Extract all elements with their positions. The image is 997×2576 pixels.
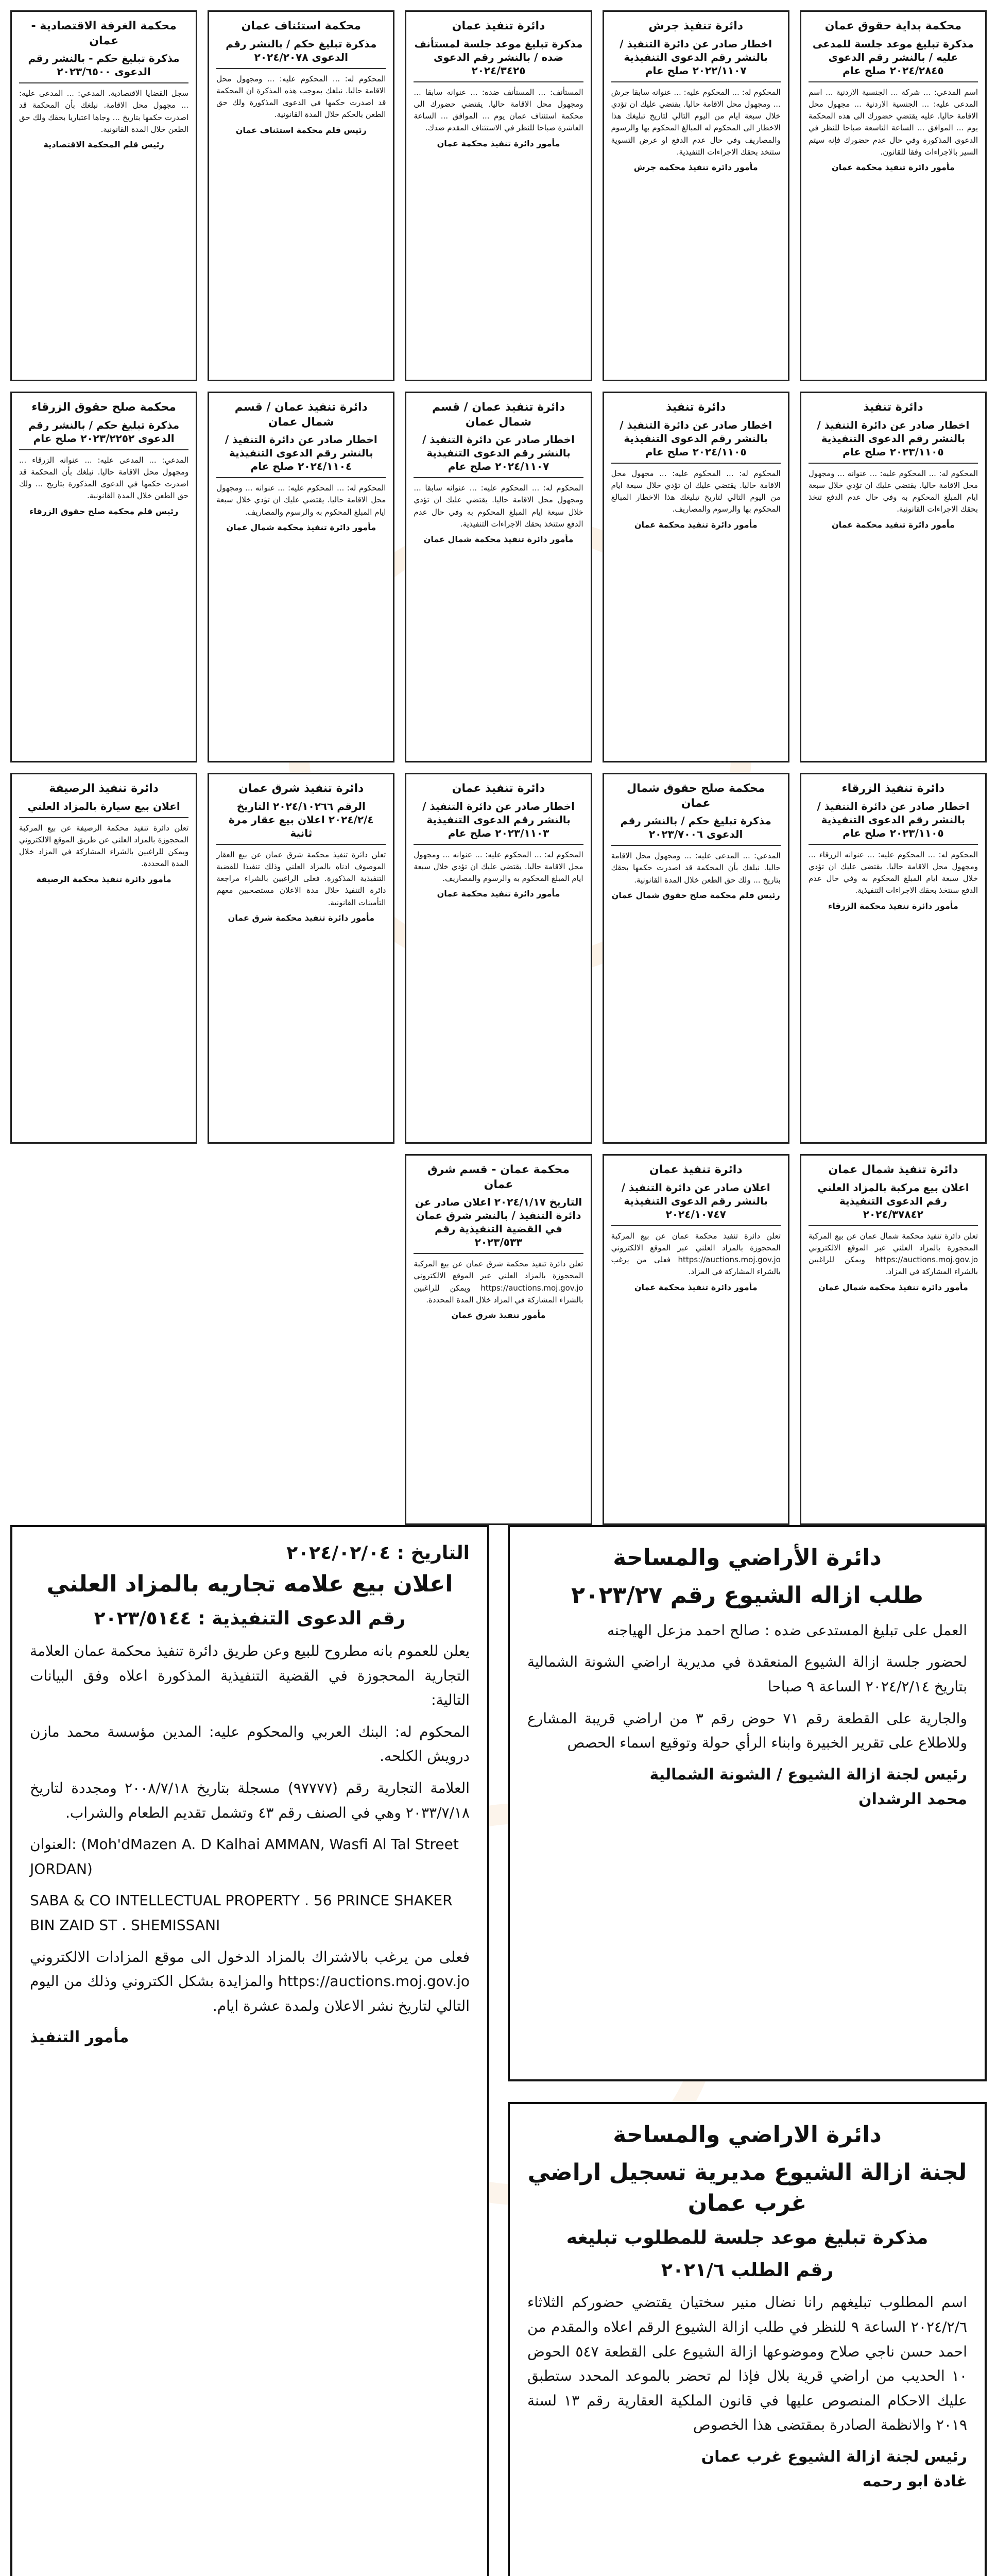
divider: [414, 477, 583, 478]
notice-signature: مأمور دائرة تنفيذ محكمة شمال عمان: [423, 534, 574, 545]
notice-paragraph: يعلن للعموم بانه مطروح للبيع وعن طريق دائرة تنفيذ محكمة عمان العلامة التجارية المحجوزة في القضية التنفيذية المذكورة اعلاه وفق البيانات التالية:: [30, 1642, 470, 1709]
divider: [19, 817, 188, 818]
notice-subtitle: مذكرة تبليغ حكم - بالنشر رقم الدعوى ٢٠٢٣/٦٥٠٠: [28, 52, 180, 78]
divider: [19, 82, 188, 83]
notice-title: دائرة تنفيذ جرش: [648, 20, 744, 32]
notice-card: [10, 773, 197, 1144]
notice-body: اسم المدعي: ... شركة ... الجنسية الاردنية ... اسم المدعى عليه: ... الجنسية الاردنية ... مجهول محل الاقامة حاليا. عليه يقتضي حضورك الى هذه المحكمة يوم ... الموافق ... الساعة التاسعة صباحا للنظر في الدعوى المذكورة وفي حال عدم حضورك فإنه سيتم السير بالاجراءات وفقا للقانون.: [808, 87, 978, 157]
notice-title: دائرة تنفيذ: [863, 401, 923, 414]
notice-card: [603, 773, 789, 1144]
divider: [414, 81, 583, 82]
notice-signature: رئيس قلم محكمة صلح حقوق الزرقاء: [29, 506, 179, 516]
divider: [809, 81, 978, 82]
notice-body: المحكوم له: ... المحكوم عليه: ... عنوانه ... ومجهول محل الاقامة حاليا. يقتضي عليك ان تؤدي خلال سبعة ايام المبلغ المحكوم به والرسوم والمصاريف.: [414, 850, 583, 884]
notice-signature: مأمور دائرة تنفيذ محكمة شمال عمان: [226, 522, 376, 532]
notice-title: دائرة تنفيذ عمان / قسم شمال عمان: [234, 401, 368, 429]
notice-subtitle: اخطار صادر عن دائرة التنفيذ / بالنشر رقم الدعوى التنفيذية ٢٠٢٤/١١٠٥ صلح عام: [620, 418, 772, 458]
notice-subtitle: لجنة ازالة الشيوع مديرية تسجيل اراضي غرب عمان: [527, 2159, 967, 2216]
notice-card: [800, 773, 987, 1144]
notice-subtitle: اعلان صادر عن دائرة التنفيذ / بالنشر رقم الدعوى التنفيذية ٢٠٢٤/١٠٧٤٧: [621, 1181, 770, 1221]
divider: [216, 844, 386, 845]
notice-card: [405, 392, 592, 762]
notice-signature: مأمور دائرة تنفيذ محكمة عمان: [634, 1282, 758, 1292]
notice-card: [405, 1154, 592, 1525]
divider: [809, 1225, 978, 1226]
notice-card: [405, 10, 592, 381]
notice-signature: مأمور دائرة تنفيذ محكمة الرصيفة: [36, 874, 171, 884]
notice-body: المحكوم له: ... المحكوم عليه: ... عنوانه سابقا جرش ... ومجهول محل الاقامة حاليا. يقتضي عليك ان تؤدي خلال سبعة ايام من اليوم التالي لتاريخ تبليغك هذا الاخطار الى المحكوم له المبالغ المحكوم بها والرسوم والمصاريف وفي حال عدم الدفع او عرض التسوية ستتخذ بحقك الاجراءات التنفيذية.: [611, 87, 781, 157]
notice-paragraph: فعلى من يرغب بالاشتراك بالمزاد الدخول الى موقع المزادات الالكتروني https://auctions.moj.gov.jo والمزايدة بشكل الكتروني وذلك من اليوم التالي لتاريخ نشر الاعلان ولمدة عشرة ايام.: [30, 1948, 470, 2014]
notice-subtitle: مذكرة تبليغ حكم / بالنشر رقم الدعوى ٢٠٢٣/٢٢٥٢ صلح عام: [28, 418, 180, 445]
notice-subtitle: اخطار صادر عن دائرة التنفيذ / بالنشر رقم الدعوى التنفيذية ٢٠٢٣/١١٠٥ صلح عام: [817, 418, 970, 458]
notice-card: [603, 392, 789, 762]
notices-grid: [10, 10, 987, 1525]
notice-paragraph: اسم المطلوب تبليغهم رانا نضال منير سختيان يقتضي حضوركم الثلاثاء ٢٠٢٤/٢/٦ الساعة ٩ للنظر في طلب ازالة الشيوع الرقم اعلاه والمقدم من احمد حسن ناجي صلاح وموضوعها ازالة الشيوع على القطعة ٥٤٧ الحوض ١٠ الحديب من اراضي قرية بلال فإذا لم تحضر بالموعد المحدد ستطبق عليك الاحكام المنصوص عليها في قانون الملكية العقارية رقم ١٣ لسنة ٢٠١٩ والانظمة الصادرة بمقتضى هذا الخصوص: [527, 2294, 967, 2434]
notice-signature: رئيس قلم محكمة استئناف عمان: [235, 125, 367, 135]
notice-signature: مأمور دائرة تنفيذ محكمة عمان: [832, 162, 955, 173]
notice-title: دائرة تنفيذ عمان: [649, 1163, 743, 1176]
notice-title: اعلان بيع علامه تجاريه بالمزاد العلني: [46, 1571, 453, 1597]
notice-title: دائرة الأراضي والمساحة: [613, 1545, 882, 1571]
notice-body: تعلن دائرة تنفيذ محكمة عمان عن بيع المركبة المحجوزة بالمزاد العلني عبر الموقع الالكتروني https://auctions.moj.gov.jo فعلى من يرغب بالشراء المشاركة في المزاد.: [611, 1231, 781, 1277]
notice-card: [800, 1154, 987, 1525]
notice-subtitle: مذكرة تبليغ موعد جلسة للمدعى عليه / بالنشر رقم الدعوى ٢٠٢٤/٢٨٤٥ صلح عام: [812, 37, 974, 77]
notice-body: المدعي: ... المدعى عليه: ... ومجهول محل الاقامة حاليا. نبلغك بأن المحكمة قد اصدرت حكمها بحقك بتاريخ ... ولك حق الطعن خلال المدة القانونية.: [611, 851, 781, 885]
notice-body: تعلن دائرة تنفيذ محكمة شمال عمان عن بيع المركبة المحجوزة بالمزاد العلني عبر الموقع الالكتروني https://auctions.moj.gov.jo ويمكن للراغبين بالشراء المشاركة في المزاد.: [808, 1231, 978, 1277]
notice-title: دائرة تنفيذ الزرقاء: [841, 782, 945, 795]
request-number: رقم الطلب ٢٠٢١/٦: [661, 2259, 834, 2281]
notice-paragraph: العلامة التجارية رقم (٩٧٧٧٧) مسجلة بتاريخ ٢٠٠٨/٧/١٨ ومجددة لتاريخ ٢٠٣٣/٧/١٨ وهي في الصنف رقم ٤٣ وتشمل تقديم الطعام والشراب.: [30, 1779, 470, 1821]
bottom-section: [10, 1525, 987, 2576]
land-partition-notice-2: [508, 2102, 987, 2576]
notice-body: المستأنف: ... المستأنف ضده: ... عنوانه سابقا ... ومجهول محل الاقامة حاليا. يقتضي حضورك الى محكمة استئناف عمان يوم ... الموافق ... الساعة العاشرة صباحا للنظر في الاستئناف المقدم ضدك.: [414, 87, 583, 133]
notice-card: [800, 10, 987, 381]
signatory-name: محمد الرشدان: [858, 1790, 967, 1808]
notice-subtitle: اعلان بيع سيارة بالمزاد العلني: [27, 800, 180, 812]
notice-paragraph: SABA & CO INTELLECTUAL PROPERTY . 56 PRINCE SHAKER BIN ZAID ST . SHEMISSANI: [30, 1892, 453, 1934]
notice-body: المحكوم له: ... المحكوم عليه: ... عنوانه ... ومجهول محل الاقامة حاليا. يقتضي عليك ان تؤدي خلال سبعة ايام المبلغ المحكوم به وفي حال عدم الدفع تتخذ بحقك الاجراءات القانونية.: [808, 468, 978, 514]
divider: [611, 1225, 781, 1226]
notice-signature: مأمور تنفيذ شرق عمان: [451, 1310, 546, 1320]
notice-title: دائرة تنفيذ شمال عمان: [828, 1163, 958, 1176]
notice-signature: رئيس قلم محكمة صلح حقوق شمال عمان: [611, 890, 780, 900]
notice-signature: مأمور دائرة تنفيذ محكمة شرق عمان: [228, 912, 374, 923]
notice-subtitle: مذكرة تبليغ حكم / بالنشر رقم الدعوى ٢٠٢٤/٢٠٧٨: [226, 37, 377, 63]
notice-signature: مأمور التنفيذ: [30, 2028, 129, 2047]
notice-subtitle: اخطار صادر عن دائرة التنفيذ / بالنشر رقم الدعوى التنفيذية ٢٠٢٢/١١٠٧ صلح عام: [620, 37, 772, 77]
notice-body: تعلن دائرة تنفيذ محكمة الرصيفة عن بيع المركبة المحجوزة بالمزاد العلني عن طريق الموقع الالكتروني ويمكن للراغبين بالشراء المشاركة في المزاد خلال المدة المحددة.: [19, 823, 189, 869]
notice-signature: مأمور دائرة تنفيذ محكمة عمان: [634, 519, 758, 530]
notice-subtitle: الرقم ٢٠٢٤/١٠٢٦٦ التاريخ ٢٠٢٤/٢/٤ اعلان بيع عقار مرة ثانية: [229, 800, 374, 839]
notice-subtitle: اخطار صادر عن دائرة التنفيذ / بالنشر رقم الدعوى التنفيذية ٢٠٢٤/١١٠٧ صلح عام: [422, 433, 575, 473]
notice-subtitle: مذكرة تبليغ موعد جلسة لمستأنف ضده / بالنشر رقم الدعوى ٢٠٢٤/٣٤٢٥: [414, 37, 583, 77]
notice-title: دائرة تنفيذ عمان / قسم شمال عمان: [432, 401, 565, 429]
divider: [611, 845, 781, 846]
notice-signature: مأمور دائرة تنفيذ محكمة عمان: [437, 138, 560, 148]
notice-card: [208, 392, 394, 762]
notice-card: [10, 392, 197, 762]
notice-body: المحكوم له: ... المحكوم عليه: ... مجهول محل الاقامة حاليا. يقتضي عليك ان تؤدي خلال سبعة ايام من اليوم التالي لتاريخ تبليغك هذا الاخطار المبالغ المحكوم بها والرسوم والمصاريف.: [611, 468, 781, 514]
case-number: رقم الدعوى التنفيذية : ٢٠٢٣/٥١٤٤: [94, 1608, 406, 1630]
divider: [19, 449, 188, 450]
notice-signature: مأمور دائرة تنفيذ محكمة جرش: [633, 162, 758, 173]
notice-date: التاريخ : ٢٠٢٤/٠٢/٠٤: [286, 1543, 470, 1564]
notice-title: دائرة الاراضي والمساحة: [613, 2122, 882, 2148]
notice-subtitle: مذكرة تبليغ حكم / بالنشر رقم الدعوى ٢٠٢٣/٧٠٠٦: [620, 815, 771, 841]
divider: [809, 463, 978, 464]
notice-signature: مأمور دائرة تنفيذ محكمة الزرقاء: [828, 901, 958, 911]
notice-heading: مذكرة تبليغ موعد جلسة للمطلوب تبليغه: [566, 2227, 929, 2249]
notice-body: المدعي: ... المدعى عليه: ... عنوانه الزرقاء ... ومجهول محل الاقامة حاليا. نبلغك بأن المحكمة قد اصدرت حكمها في الدعوى المذكورة بتاريخ ... ولك حق الطعن خلال المدة القانونية.: [19, 455, 189, 501]
divider: [414, 1253, 583, 1254]
notice-signature: مأمور دائرة تنفيذ محكمة شمال عمان: [818, 1282, 968, 1292]
notice-body: المحكوم له: ... المحكوم عليه: ... عنوانه سابقا ... ومجهول محل الاقامة حاليا. يقتضي عليك ان تؤدي خلال سبعة ايام المبلغ المحكوم به وفي حال عدم الدفع ستتخذ بحقك الاجراءات التنفيذية.: [414, 483, 583, 529]
notice-card: [10, 10, 197, 381]
notice-subtitle: اخطار صادر عن دائرة التنفيذ / بالنشر رقم الدعوى التنفيذية ٢٠٢٣/١١٠٥ صلح عام: [817, 800, 970, 839]
notice-subtitle: التاريخ ٢٠٢٤/١/١٧ اعلان صادر عن دائرة التنفيذ / بالنشر شرق عمان في القضية التنفيذية رقم ٢٠٢٣/٥٣٣: [415, 1196, 582, 1249]
notice-title: محكمة استئناف عمان: [241, 20, 362, 32]
notice-paragraph: العنوان: (Moh'dMazen A. D Kalhai AMMAN, Wasfi Al Tal Street JORDAN): [30, 1836, 459, 1877]
notice-title: محكمة صلح حقوق الزرقاء: [31, 401, 176, 414]
divider: [611, 463, 781, 464]
committee-head: رئيس لجنة ازالة الشيوع غرب عمان: [701, 2447, 967, 2466]
notice-paragraph: والجارية على القطعة رقم ٧١ حوض رقم ٣ من اراضي قريبة المشارع وللاطلاع على تقرير الخبيرة وابناء الرأي حولة وتوقيع اسماء الحصص: [527, 1709, 967, 1752]
notice-title: دائرة تنفيذ شرق عمان: [238, 782, 364, 795]
committee-head: رئيس لجنة ازالة الشيوع / الشونة الشمالية: [649, 1765, 967, 1784]
divider: [809, 844, 978, 845]
notice-subtitle: طلب ازاله الشيوع رقم ٢٠٢٣/٢٧: [571, 1582, 923, 1609]
notice-paragraph: العمل على تبليغ المستدعى ضده : صالح احمد مزعل الهياجنه: [607, 1621, 967, 1639]
divider: [216, 477, 386, 478]
signatory-name: غادة ابو رحمه: [862, 2472, 967, 2490]
notice-card: [405, 773, 592, 1144]
notice-title: محكمة بداية حقوق عمان: [824, 20, 962, 32]
notice-card: [800, 392, 987, 762]
notice-body: سجل القضايا الاقتصادية. المدعي: ... المدعى عليه: ... مجهول محل الاقامة. نبلغك بأن المحكمة قد اصدرت حكمها بتاريخ ... وجاها اعتباريا بحقك ولك حق الطعن خلال المدة القانونية.: [19, 89, 189, 134]
trademark-auction-notice: [10, 1525, 489, 2576]
divider: [216, 68, 386, 69]
notice-title: دائرة تنفيذ عمان: [452, 20, 545, 32]
notice-subtitle: اخطار صادر عن دائرة التنفيذ / بالنشر رقم الدعوى التنفيذية ٢٠٢٤/١١٠٤ صلح عام: [225, 433, 377, 473]
notice-title: محكمة عمان - قسم شرق عمان: [427, 1163, 570, 1191]
notice-card: [208, 10, 394, 381]
notice-signature: مأمور دائرة تنفيذ محكمة عمان: [437, 889, 560, 899]
notice-body: تعلن دائرة تنفيذ محكمة شرق عمان عن بيع المركبة المحجوزة بالمزاد العلني عبر الموقع الالكتروني https://auctions.moj.gov.jo ويمكن للراغبين بالشراء المشاركة في المزاد خلال المدة المحددة.: [414, 1259, 583, 1304]
notice-signature: مأمور دائرة تنفيذ محكمة عمان: [832, 519, 955, 530]
notice-paragraph: المحكوم له: البنك العربي والمحكوم عليه: المدين مؤسسة محمد مازن درويش الكلحه.: [30, 1723, 470, 1765]
divider: [611, 81, 781, 82]
notice-title: محكمة الغرفة الاقتصادية - عمان: [31, 20, 177, 47]
notice-title: دائرة تنفيذ عمان: [452, 782, 545, 795]
notice-title: محكمة صلح حقوق شمال عمان: [627, 782, 765, 810]
notice-card: [603, 1154, 789, 1525]
notice-subtitle: اعلان بيع مركبة بالمزاد العلني رقم الدعوى التنفيذية ٢٠٢٤/٣٧٨٤٢: [817, 1181, 969, 1221]
notice-subtitle: اخطار صادر عن دائرة التنفيذ / بالنشر رقم الدعوى التنفيذية ٢٠٢٣/١١٠٣ صلح عام: [422, 800, 575, 839]
notice-body: تعلن دائرة تنفيذ محكمة شرق عمان عن بيع العقار الموصوف ادناه بالمزاد العلني وذلك تنفيذا للقضية التنفيذية المذكورة. فعلى الراغبين بالشراء مراجعة دائرة التنفيذ خلال مدة الاعلان مستصحبين معهم التأمينات القانونية.: [216, 850, 386, 907]
notice-card: [208, 773, 394, 1144]
notice-title: دائرة تنفيذ: [666, 401, 726, 414]
land-partition-notice-1: [508, 1525, 987, 2081]
notice-body: المحكوم له: ... المحكوم عليه: ... عنوانه الزرقاء ... ومجهول محل الاقامة حاليا. يقتضي عليك ان تؤدي خلال سبعة ايام المبلغ المحكوم به وفي حال عدم الدفع ستتخذ بحقك الاجراءات التنفيذية.: [808, 850, 978, 895]
notice-paragraph: لحضور جلسة ازالة الشيوع المنعقدة في مديرية اراضي الشونة الشمالية بتاريخ ٢٠٢٤/٢/١٤ الساعة ٩ صباحا: [527, 1653, 967, 1695]
notice-card: [603, 10, 789, 381]
divider: [414, 844, 583, 845]
notice-body: المحكوم له: ... المحكوم عليه: ... ومجهول محل الاقامة حاليا. نبلغك بموجب هذه المذكرة ان المحكمة قد اصدرت حكمها في الدعوى المذكورة ولك حق الطعن بالحكم خلال المدة القانونية.: [216, 74, 386, 120]
notice-signature: رئيس قلم المحكمة الاقتصادية: [43, 140, 164, 150]
notice-title: دائرة تنفيذ الرصيفة: [49, 782, 159, 795]
notice-body: المحكوم له: ... المحكوم عليه: ... عنوانه ... ومجهول محل الاقامة حاليا. يقتضي عليك ان تؤدي خلال سبعة ايام المبلغ المحكوم به والرسوم والمصاريف.: [216, 483, 386, 517]
